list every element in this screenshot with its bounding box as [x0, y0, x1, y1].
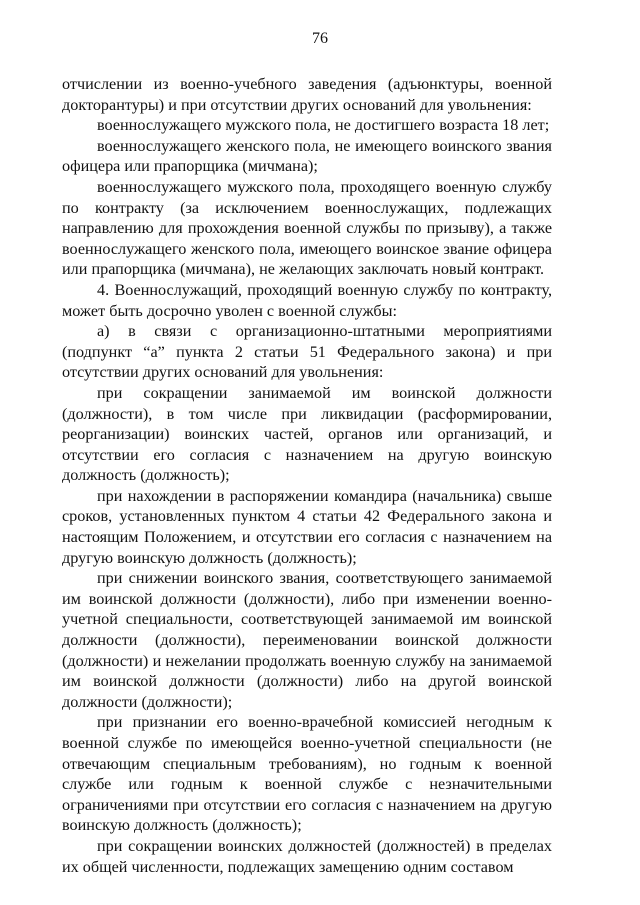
- page-number: 76: [312, 30, 328, 47]
- paragraph: военнослужащего мужского пола, проходящего военную службу по контракту (за исключением военнослужащих, подлежащих направлению для прохождения военной службы по призыву), а также военнослужащего женского пола, имеющего воинское звание офицера или прапорщика (мичмана), не желающих заключать новый контракт.: [62, 177, 552, 279]
- paragraph: а) в связи с организационно-штатными мероприятиями (подпункт “а” пункта 2 статьи 51 Федерального закона) и при отсутствии других оснований для увольнения:: [62, 322, 552, 382]
- document-body: [62, 74, 552, 877]
- paragraph: при нахождении в распоряжении командира (начальника) свыше сроков, установленных пунктом 4 статьи 42 Федерального закона и настоящим Положением, и отсутствии его согласия с назначением на другую воинскую должность (должность);: [62, 486, 552, 567]
- paragraph: при сокращении занимаемой им воинской должности (должности), в том числе при ликвидации (расформировании, реорганизации) воинских частей, органов или организаций, и отсутствии его согласия с назначением на другую воинскую должность (должность);: [62, 383, 552, 485]
- paragraph: при снижении воинского звания, соответствующего занимаемой им воинской должности (должности), либо при изменении военно-учетной специальности, соответствующей занимаемой им воинской должности (должности), переименовании воинской должности (должности) и нежелании продолжать военную службу на занимаемой им воинской должности (должности) либо на другой воинской должности (должности);: [62, 569, 552, 711]
- paragraph: военнослужащего мужского пола, не достигшего возраста 18 лет;: [97, 116, 550, 135]
- paragraph: при сокращении воинских должностей (должностей) в пределах их общей численности, подлежащих замещению одним составом: [62, 836, 552, 876]
- paragraph: при признании его военно-врачебной комиссией негодным к военной службе по имеющейся военно-учетной специальности (не отвечающим специальным требованиям), но годным к военной службе или годным к военной службе с незначительными ограничениями при отсутствии его согласия с назначением на другую воинскую должность (должность);: [62, 713, 552, 835]
- paragraph: 4. Военнослужащий, проходящий военную службу по контракту, может быть досрочно уволен с военной службы:: [62, 280, 552, 320]
- paragraph: военнослужащего женского пола, не имеющего воинского звания офицера или прапорщика (мичмана);: [62, 136, 552, 176]
- paragraph: отчислении из военно-учебного заведения (адъюнктуры, военной докторантуры) и при отсутствии других оснований для увольнения:: [62, 75, 552, 114]
